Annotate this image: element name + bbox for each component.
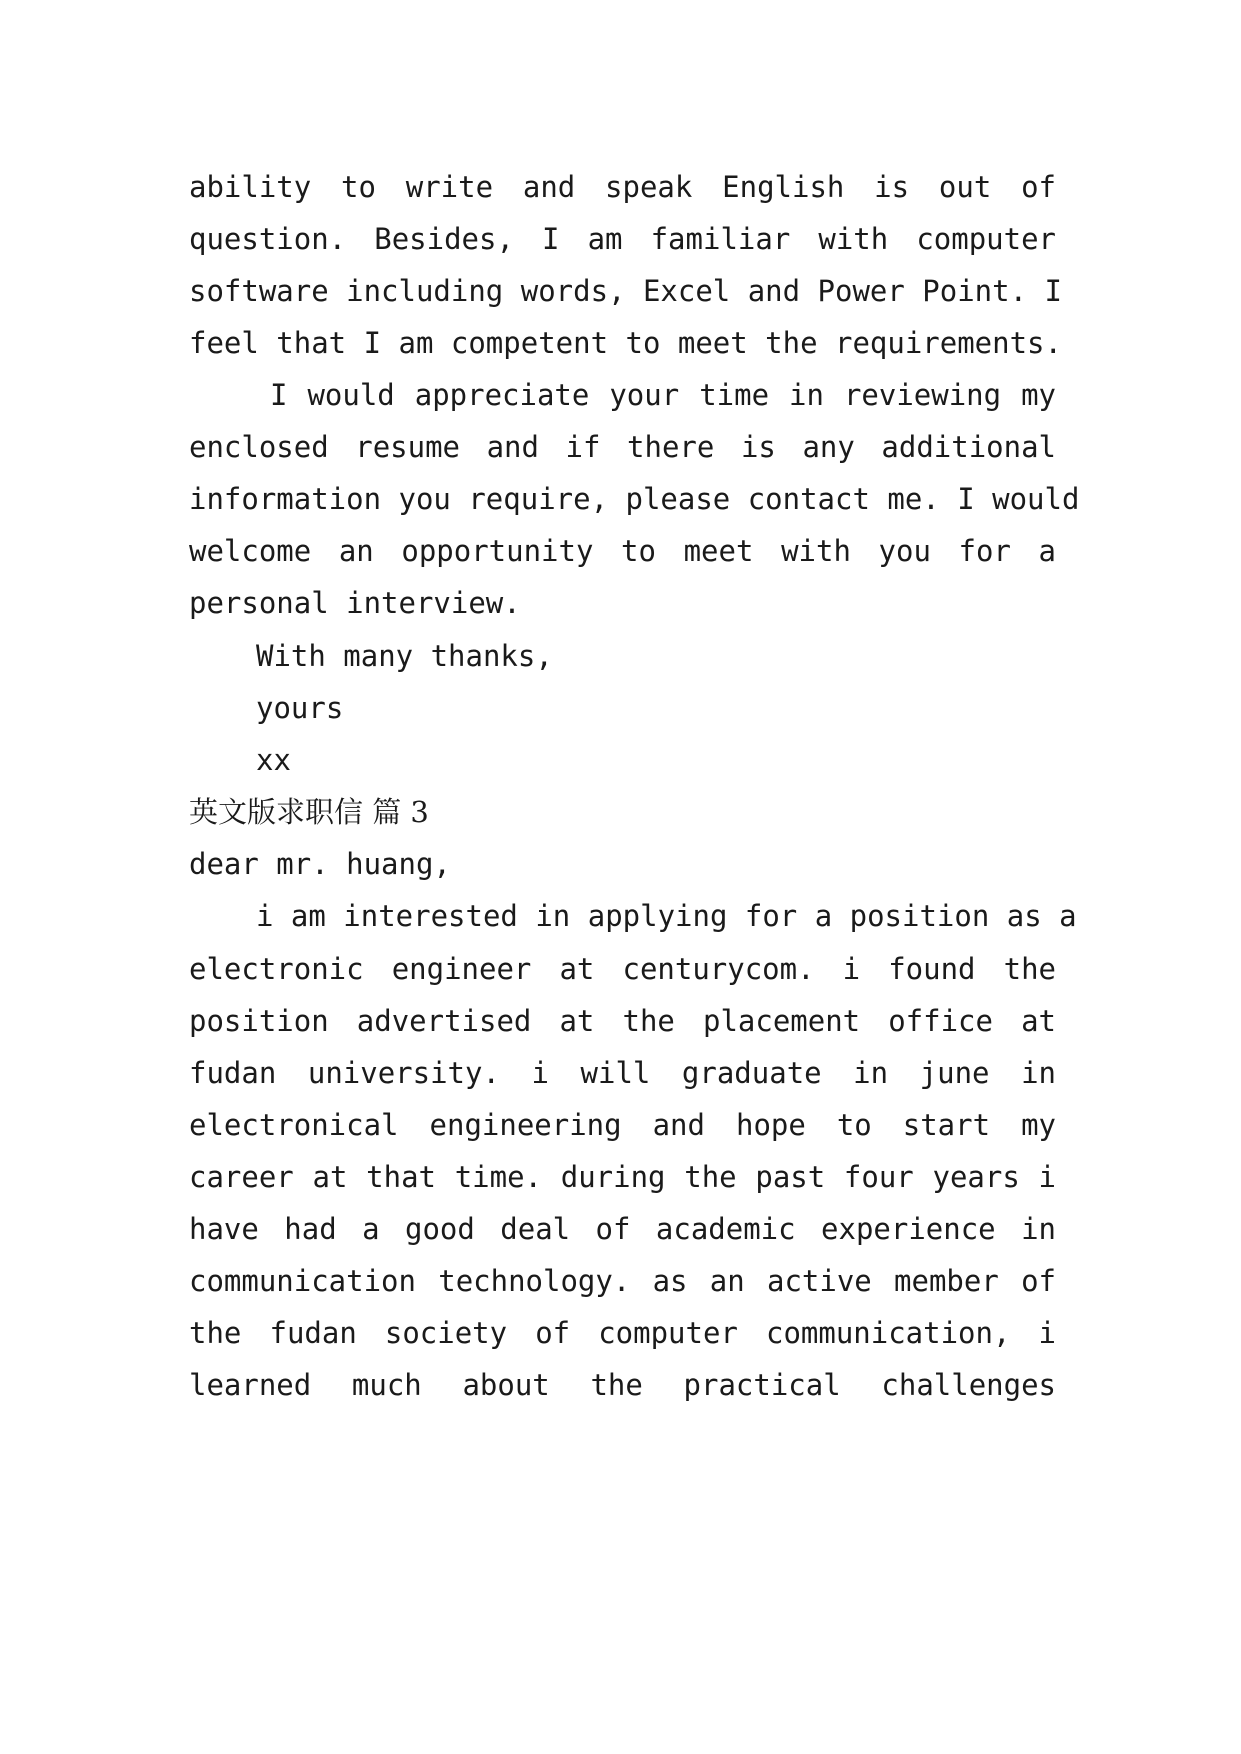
paragraph-2-line-4: welcome an opportunity to meet with you for a (189, 534, 1056, 568)
paragraph-3-line-1: i am interested in applying for a position as a (256, 899, 1077, 933)
paragraph-3-line-3: position advertised at the placement office at (189, 1004, 1056, 1038)
paragraph-2-line-5: personal interview. (189, 586, 521, 620)
closing-signature: xx (256, 743, 291, 777)
paragraph-3-line-9: the fudan society of computer communication, i (189, 1316, 1056, 1350)
paragraph-3-line-2: electronic engineer at centurycom. i found the (189, 952, 1056, 986)
section-heading: 英文版求职信 篇 3 (189, 795, 429, 829)
paragraph-3-line-7: have had a good deal of academic experience in (189, 1212, 1056, 1246)
paragraph-2-line-3: information you require, please contact me. I would (189, 482, 1080, 516)
closing-yours: yours (256, 691, 344, 725)
paragraph-3-line-6: career at that time. during the past four years i (189, 1160, 1056, 1194)
closing-thanks: With many thanks, (256, 639, 553, 673)
paragraph-1-line-3: software including words, Excel and Power Point. I (189, 274, 1062, 308)
paragraph-2-line-2: enclosed resume and if there is any additional (189, 430, 1056, 464)
paragraph-1-line-1: ability to write and speak English is out of (189, 170, 1056, 204)
paragraph-1-line-4: feel that I am competent to meet the requirements. (189, 326, 1062, 360)
paragraph-3-line-4: fudan university. i will graduate in june in (189, 1056, 1056, 1090)
paragraph-3-line-10: learned much about the practical challenges (189, 1368, 1056, 1402)
salutation: dear mr. huang, (189, 847, 451, 881)
paragraph-3-line-8: communication technology. as an active member of (189, 1264, 1056, 1298)
paragraph-2-line-1: I would appreciate your time in reviewing my (270, 378, 1056, 412)
paragraph-3-line-5: electronical engineering and hope to start my (189, 1108, 1056, 1142)
paragraph-1-line-2: question. Besides, I am familiar with computer (189, 222, 1056, 256)
